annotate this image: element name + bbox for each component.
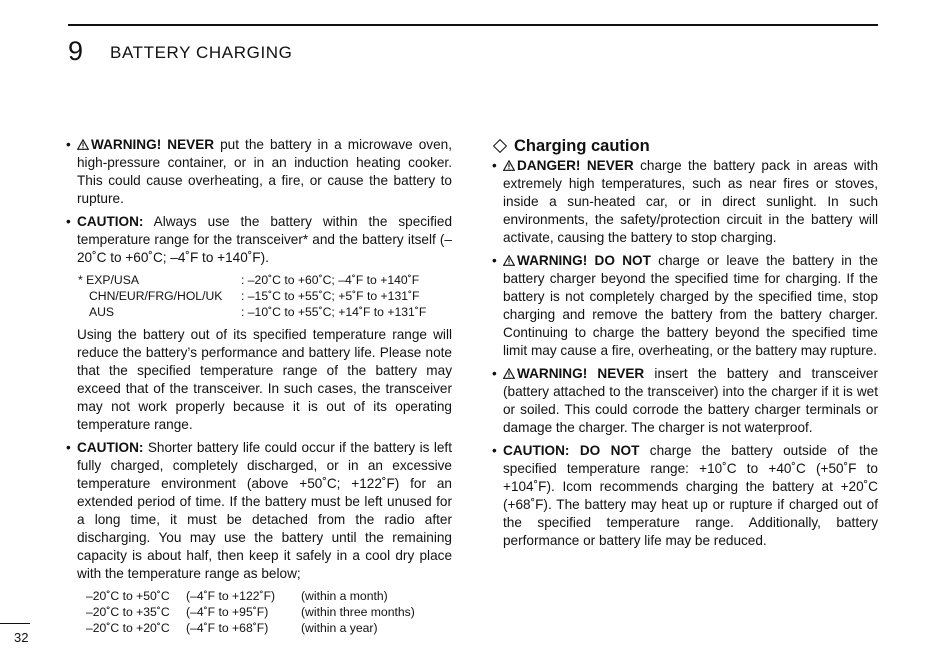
range: : –15˚C to +55˚C; +5˚F to +131˚F [241, 289, 420, 303]
caution-label: CAUTION: [77, 214, 144, 229]
bullet: • [492, 366, 497, 381]
fahrenheit-range: (–4˚F to +95˚F) [186, 605, 269, 619]
storage-period: (within a year) [301, 621, 378, 635]
warning-triangle-icon [503, 160, 515, 171]
caution-temperature-item [66, 213, 452, 267]
warning-triangle-icon [77, 139, 89, 150]
warning-text: charge or leave the battery in the battery charger beyond the specified time for charging. If the battery is not completely charged by the specified time, stop charging and remove the battery from the battery charger. Continuing to charge the battery beyond the specified time limit may cause a fire, overheating, or the battery may rupture. [503, 253, 878, 358]
caution-text: charge the battery outside of the specified temperature range: +10˚C to +40˚C (+50˚F to +104˚F). Icom recommends charging the battery at +20˚C (+68˚F). The battery may heat up or rupture if charged out of the specified temperature range. Additionally, battery performance or battery life may be reduced. [503, 443, 879, 548]
celsius-range: –20˚C to +35˚C [86, 605, 170, 619]
left-column [66, 136, 452, 636]
caution-charge-range-item [492, 442, 878, 550]
warning-label: WARNING! NEVER [517, 366, 645, 381]
bullet: • [492, 443, 497, 458]
bullet: • [66, 137, 71, 152]
storage-period: (within three months) [301, 605, 415, 619]
storage-temperature-table [86, 588, 452, 636]
region: CHN/EUR/FRG/HOL/UK [89, 289, 223, 303]
warning-triangle-icon [503, 368, 515, 379]
warning-microwave-item [66, 136, 452, 208]
warning-triangle-icon [503, 255, 515, 266]
fahrenheit-range: (–4˚F to +68˚F) [186, 621, 269, 635]
table-row [86, 604, 452, 620]
warning-text: insert the battery and transceiver (battery attached to the transceiver) into the charger if it is wet or soiled. This could corrode the battery charger terminals or damage the charger. The charger is not waterproof. [503, 366, 878, 435]
caution-text: Always use the battery within the specified temperature range for the transceiver* and the battery itself (–20˚C to +60˚C; –4˚F to +140˚F). [77, 214, 452, 265]
fahrenheit-range: (–4˚F to +122˚F) [186, 589, 276, 603]
celsius-range: –20˚C to +50˚C [86, 589, 170, 603]
storage-period: (within a month) [301, 589, 388, 603]
caution-storage-item [66, 439, 452, 583]
warning-charge-time-item [492, 252, 878, 360]
diamond-icon [493, 139, 507, 153]
caution-label: CAUTION: DO NOT [503, 443, 640, 458]
danger-high-temperature-item [492, 157, 878, 247]
chapter-number: 9 [68, 36, 84, 66]
temperature-note-paragraph: Using the battery out of its specified temperature range will reduce the battery’s performance and battery life. Please note that the specified temperature range of the battery may exceed that of the transceiver. In such cases, the transceiver may not work properly because it is out of its operating temperature range. [77, 327, 452, 432]
caution-label: CAUTION: [77, 440, 144, 455]
chapter-title: BATTERY CHARGING [110, 43, 293, 62]
region: * EXP/USA [78, 273, 139, 287]
table-row [78, 272, 452, 288]
region: AUS [89, 305, 115, 319]
footer-rule [0, 623, 30, 624]
danger-text: charge the battery pack in areas with extremely high temperatures, such as near fires or stoves, inside a sun-heated car, or in direct sunlight. In such environments, the safety/protection circuit in the battery will activate, causing the battery to stop charging. [503, 158, 879, 245]
bullet: • [492, 158, 497, 173]
table-row [78, 288, 452, 304]
bullet: • [492, 253, 497, 268]
table-row [86, 620, 452, 636]
warning-text: put the battery in a microwave oven, high-pressure container, or in an induction heating cooker. This could cause overheating, a fire, or cause the battery to rupture. [77, 137, 452, 206]
danger-label: DANGER! NEVER [517, 158, 634, 173]
range: : –20˚C to +60˚C; –4˚F to +140˚F [241, 273, 420, 287]
header-rule [68, 24, 878, 26]
warning-wet-item [492, 365, 878, 437]
section-heading [492, 136, 878, 156]
bullet: • [66, 214, 71, 229]
temperature-range-table [78, 272, 452, 320]
right-column [492, 136, 878, 555]
bullet: • [66, 440, 71, 455]
caution-text: Shorter battery life could occur if the battery is left fully charged, completely discharged, or in an excessive temperature environment (above +50˚C; +122˚F) for an extended period of time. If the battery must be left unused for a long time, it must be detached from the radio after discharging. You may use the battery until the remaining capacity is about half, then keep it safely in a cool dry place with the temperature range as below; [77, 440, 452, 581]
page-number: 32 [14, 630, 29, 645]
range: : –10˚C to +55˚C; +14˚F to +131˚F [241, 305, 427, 319]
warning-label: WARNING! NEVER [91, 137, 215, 152]
table-row [86, 588, 452, 604]
table-row [78, 304, 452, 320]
warning-label: WARNING! DO NOT [517, 253, 651, 268]
celsius-range: –20˚C to +20˚C [86, 621, 170, 635]
section-heading-text: Charging caution [514, 137, 650, 155]
